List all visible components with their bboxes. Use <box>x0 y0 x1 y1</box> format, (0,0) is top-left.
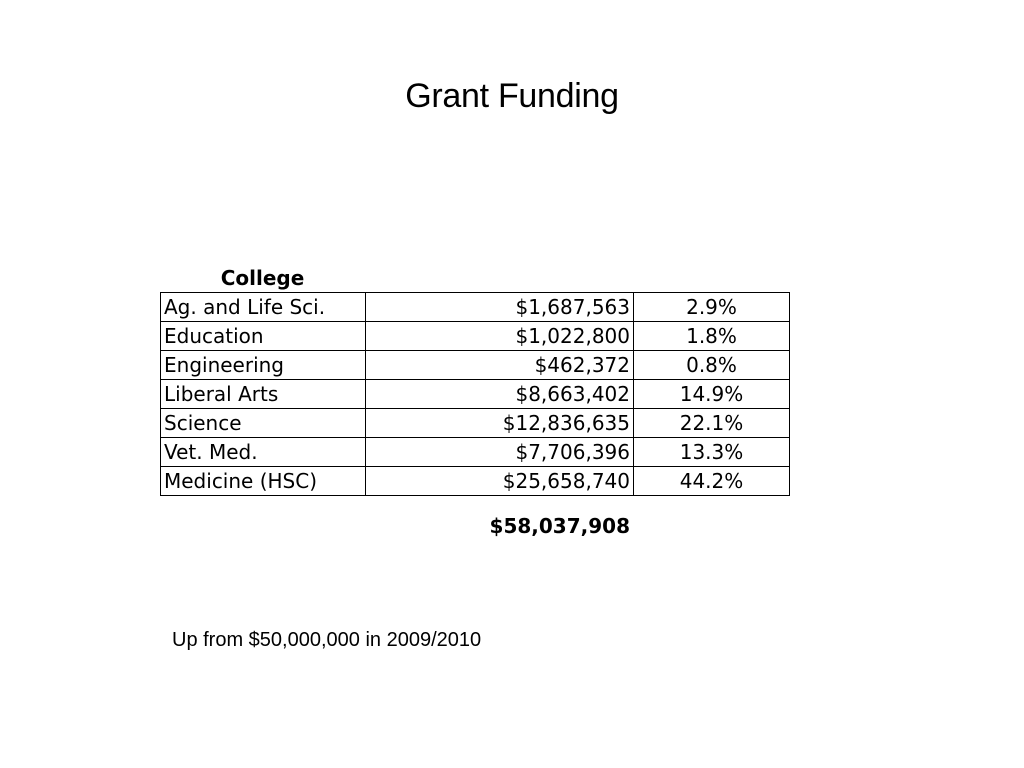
percent-cell: 14.9% <box>634 380 790 409</box>
percent-cell: 13.3% <box>634 438 790 467</box>
table-row <box>161 409 790 438</box>
college-column-header: College <box>220 266 305 290</box>
table-row <box>161 438 790 467</box>
table-row <box>161 351 790 380</box>
total-amount: $58,037,908 <box>489 514 630 538</box>
grant-funding-table <box>160 292 790 496</box>
amount-cell: $25,658,740 <box>366 467 634 496</box>
amount-cell: $12,836,635 <box>366 409 634 438</box>
table-row <box>161 322 790 351</box>
percent-cell: 22.1% <box>634 409 790 438</box>
college-name-cell: Liberal Arts <box>161 380 366 409</box>
college-name-cell: Education <box>161 322 366 351</box>
amount-cell: $8,663,402 <box>366 380 634 409</box>
percent-cell: 1.8% <box>634 322 790 351</box>
footnote: Up from $50,000,000 in 2009/2010 <box>172 629 482 651</box>
college-name-cell: Engineering <box>161 351 366 380</box>
table-row <box>161 293 790 322</box>
amount-cell: $1,687,563 <box>366 293 634 322</box>
college-name-cell: Medicine (HSC) <box>161 467 366 496</box>
percent-cell: 2.9% <box>634 293 790 322</box>
amount-cell: $1,022,800 <box>366 322 634 351</box>
percent-cell: 44.2% <box>634 467 790 496</box>
percent-cell: 0.8% <box>634 351 790 380</box>
college-name-cell: Ag. and Life Sci. <box>161 293 366 322</box>
table-row <box>161 380 790 409</box>
amount-cell: $462,372 <box>366 351 634 380</box>
college-name-cell: Vet. Med. <box>161 438 366 467</box>
college-name-cell: Science <box>161 409 366 438</box>
slide-title: Grant Funding <box>405 77 619 115</box>
table-row <box>161 467 790 496</box>
amount-cell: $7,706,396 <box>366 438 634 467</box>
